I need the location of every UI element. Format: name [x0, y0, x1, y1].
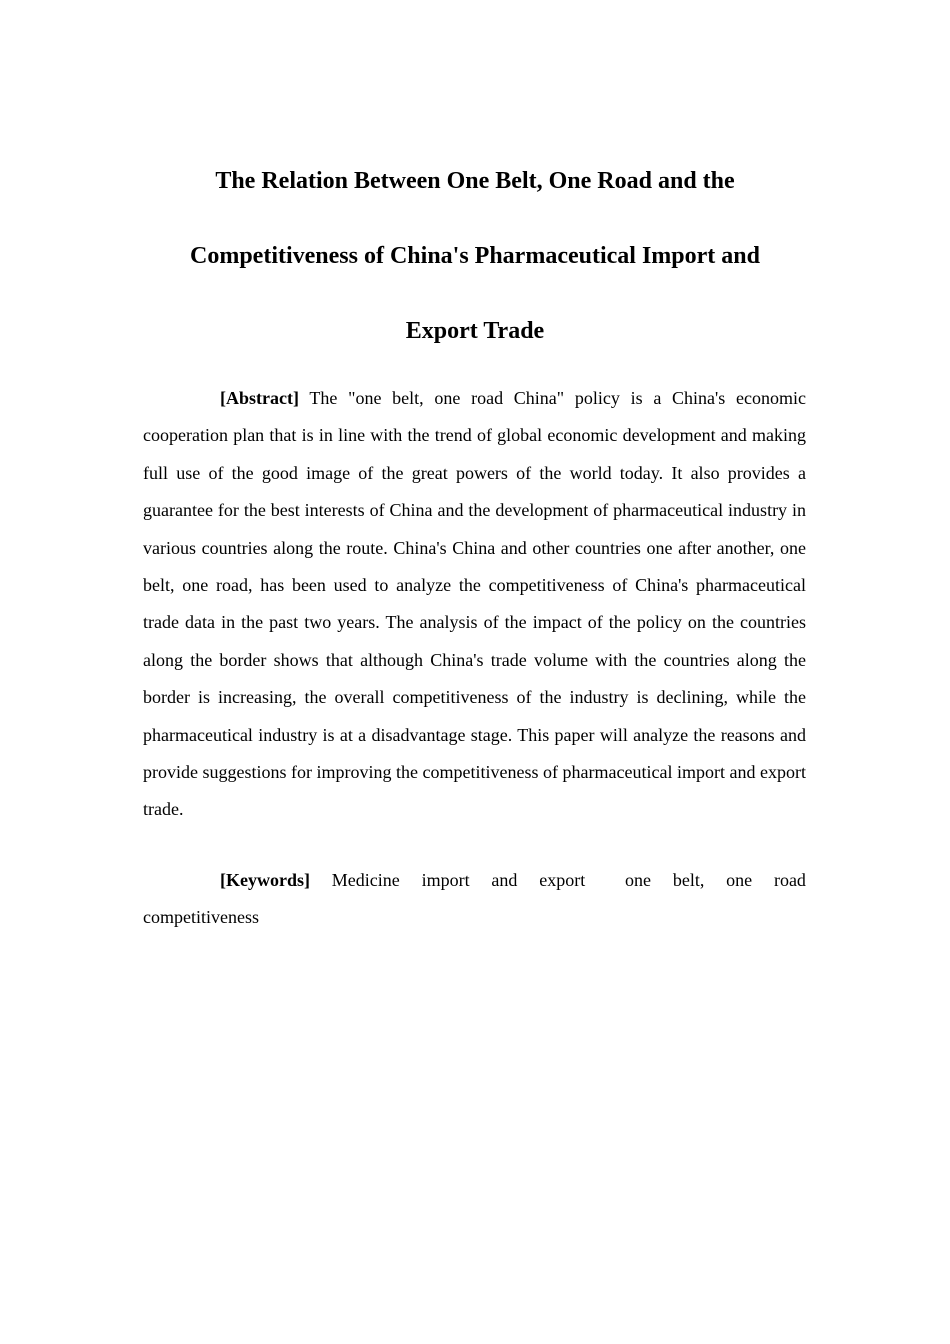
keyword-word: competitiveness	[143, 907, 259, 928]
keyword-word: road	[773, 870, 806, 890]
keywords-lead-group	[143, 862, 310, 899]
keywords-line	[143, 862, 806, 899]
keyword-word: and	[491, 870, 518, 890]
keyword-word: one	[625, 870, 652, 890]
keywords-paragraph	[143, 862, 806, 937]
paper-title	[143, 144, 807, 369]
abstract-text: The "one belt, one road China" policy is a China's economic cooperation plan that is in line with the trend of global economic development and making full use of the good image of the great powers of the world today. It also provides a guarantee for the best interests of China and the development of pharmaceutical industry in various countries along the route. China's China and other countries one after another, one belt, one road, has been used to analyze the competitiveness of China's pharmaceutical trade data in the past two years. The analysis of the impact of the policy on the countries along the border shows that although China's trade volume with the countries along the border is increasing, the overall competitiveness of the industry is declining, while the pharmaceutical industry is at a disadvantage stage. This paper will analyze the reasons and provide suggestions for improving the competitiveness of pharmaceutical import and export trade.	[143, 388, 806, 820]
keyword-word: belt,	[672, 870, 705, 890]
abstract-label: [Abstract]	[220, 388, 299, 408]
keyword-word: Medicine	[331, 870, 400, 890]
keyword-word: one	[726, 870, 753, 890]
title-line-3: Export Trade	[405, 318, 545, 344]
keywords-label: [Keywords]	[220, 870, 310, 890]
title-line-1: The Relation Between One Belt, One Road and the	[215, 168, 735, 194]
keyword-word: import	[421, 870, 470, 890]
keyword-word: export	[539, 870, 586, 890]
title-line-2: Competitiveness of China's Pharmaceutical Import and	[190, 243, 760, 269]
abstract-paragraph	[143, 380, 806, 829]
